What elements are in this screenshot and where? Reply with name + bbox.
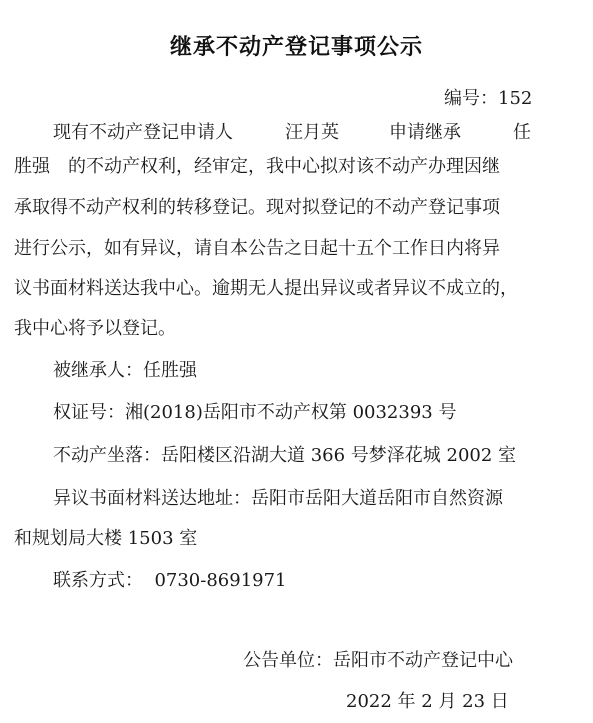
apply-text: 申请继承 xyxy=(389,122,461,143)
issue-date: 2022 年 2 月 23 日 xyxy=(346,691,509,712)
contact-field: 联系方式： 0730-8691971 xyxy=(53,570,287,591)
body-line-6: 我中心将予以登记。 xyxy=(14,318,176,339)
certificate-field: 权证号：湘(2018)岳阳市不动产权第 0032393 号 xyxy=(53,402,457,423)
objection-address-line-2: 和规划局大楼 1503 室 xyxy=(14,528,198,549)
body-line-4: 进行公示，如有异议，请自本公告之日起十五个工作日内将异 xyxy=(14,238,500,259)
body-line-3: 承取得不动产权利的转移登记。现对拟登记的不动产登记事项 xyxy=(14,197,500,218)
heir-name-part2: 胜强 xyxy=(14,156,50,177)
serial-value: 152 xyxy=(498,88,533,109)
body-line-2-text: 的不动产权利，经审定，我中心拟对该不动产办理因继 xyxy=(68,156,500,177)
serial-label: 编号： xyxy=(444,88,498,109)
decedent-field: 被继承人：任胜强 xyxy=(53,360,197,381)
issuer: 公告单位：岳阳市不动产登记中心 xyxy=(243,650,513,671)
objection-address-line-1: 异议书面材料送达地址：岳阳市岳阳大道岳阳市自然资源 xyxy=(53,488,503,509)
heir-name-part1: 任 xyxy=(513,122,531,143)
applicant-name: 汪月英 xyxy=(285,122,339,143)
location-field: 不动产坐落：岳阳楼区沿湖大道 366 号梦泽花城 2002 室 xyxy=(53,445,517,466)
body-line-2 xyxy=(14,152,500,178)
body-line-1 xyxy=(53,118,531,144)
applicant-prefix: 现有不动产登记申请人 xyxy=(53,122,233,143)
serial-number xyxy=(444,84,532,110)
body-line-5: 议书面材料送达我中心。逾期无人提出异议或者异议不成立的， xyxy=(14,278,518,299)
document-title: 继承不动产登记事项公示 xyxy=(169,35,423,60)
